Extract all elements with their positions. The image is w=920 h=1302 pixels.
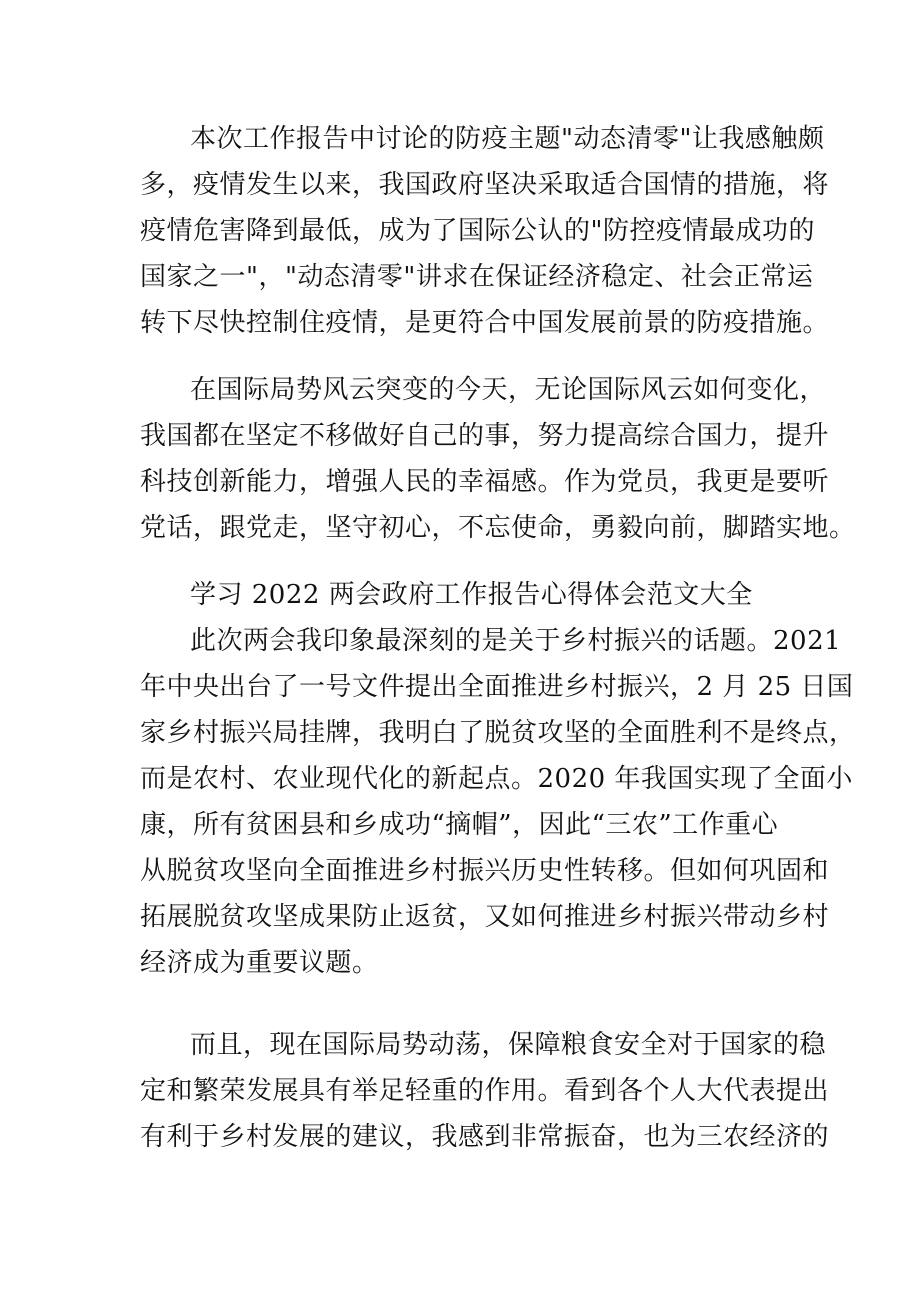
- article-title: 学习 2022 两会政府工作报告心得体会范文大全: [190, 580, 753, 610]
- paragraph-1-line-2: 多，疫情发生以来，我国政府坚决采取适合国情的措施，将: [140, 170, 830, 200]
- paragraph-3-line-8: 经济成为重要议题。: [140, 948, 379, 978]
- paragraph-3-line-5: 康，所有贫困县和乡成功“摘帽”，因此“三农”工作重心: [140, 810, 779, 840]
- paragraph-3-line-3: 家乡村振兴局挂牌，我明白了脱贫攻坚的全面胜利不是终点，: [140, 718, 856, 748]
- paragraph-2-line-1: 在国际局势风云突变的今天，无论国际风云如何变化，: [190, 375, 827, 405]
- paragraph-4-line-2: 定和繁荣发展具有举足轻重的作用。看到各个人大代表提出: [140, 1076, 830, 1106]
- paragraph-4-line-1: 而且，现在国际局势动荡，保障粮食安全对于国家的稳: [190, 1030, 827, 1060]
- paragraph-2-line-4: 党话，跟党走，坚守初心，不忘使命，勇毅向前，脚踏实地。: [140, 513, 856, 543]
- paragraph-3-line-1: 此次两会我印象最深刻的是关于乡村振兴的话题。2021: [190, 626, 842, 656]
- paragraph-2-line-2: 我国都在坚定不移做好自己的事，努力提高综合国力，提升: [140, 421, 830, 451]
- paragraph-3-line-4: 而是农村、农业现代化的新起点。2020 年我国实现了全面小: [140, 764, 853, 794]
- paragraph-3-line-2: 年中央出台了一号文件提出全面推进乡村振兴，2 月 25 日国: [140, 672, 854, 702]
- paragraph-1-line-1: 本次工作报告中讨论的防疫主题"动态清零"让我感触颇: [190, 124, 825, 154]
- paragraph-1-line-5: 转下尽快控制住疫情，是更符合中国发展前景的防疫措施。: [140, 308, 830, 338]
- paragraph-3-line-7: 拓展脱贫攻坚成果防止返贫，又如何推进乡村振兴带动乡村: [140, 902, 830, 932]
- paragraph-3-line-6: 从脱贫攻坚向全面推进乡村振兴历史性转移。但如何巩固和: [140, 856, 830, 886]
- paragraph-2-line-3: 科技创新能力，增强人民的幸福感。作为党员，我更是要听: [140, 467, 830, 497]
- paragraph-1-line-3: 疫情危害降到最低，成为了国际公认的"防控疫情最成功的: [140, 216, 815, 246]
- paragraph-4-line-3: 有利于乡村发展的建议，我感到非常振奋，也为三农经济的: [140, 1122, 830, 1152]
- paragraph-1-line-4: 国家之一"，"动态清零"讲求在保证经济稳定、社会正常运: [140, 262, 814, 292]
